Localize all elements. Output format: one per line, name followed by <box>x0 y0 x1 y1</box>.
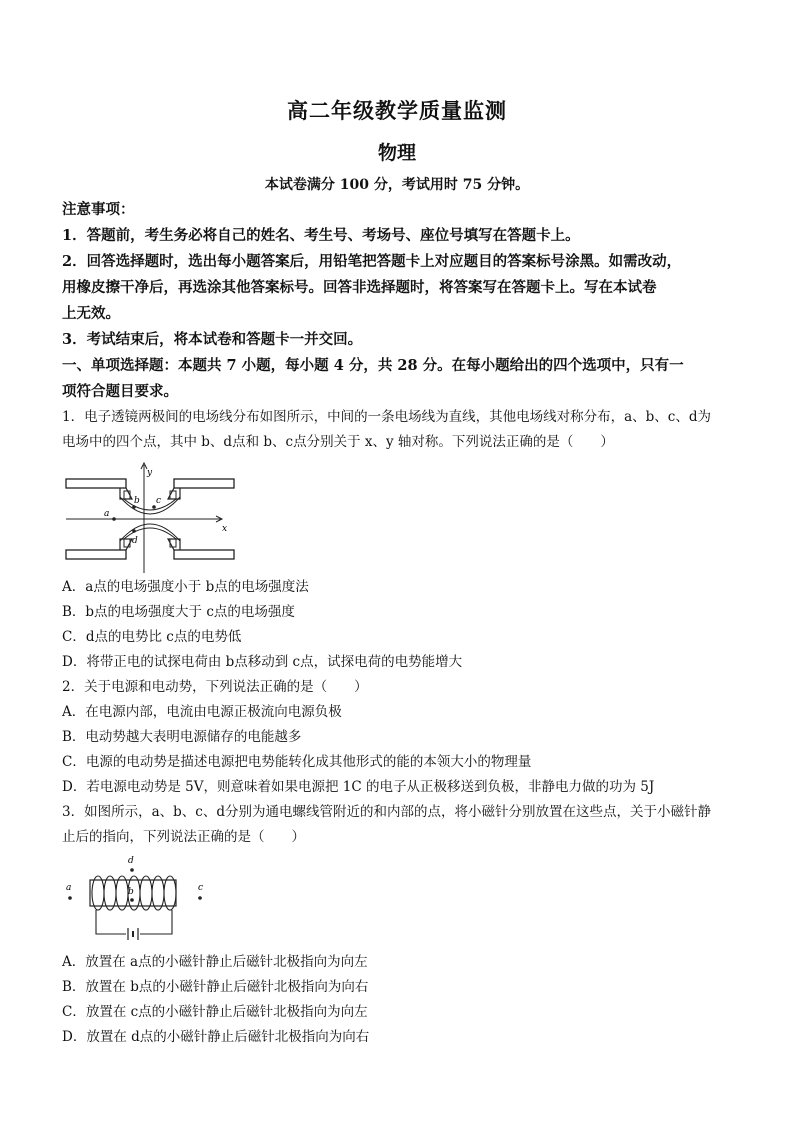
q1-option-a: A．a点的电场强度小于 b点的电场强度法 <box>62 579 309 595</box>
note-item: 2．回答选择题时，选出每小题答案后，用铅笔把答题卡上对应题目的答案标号涂黑。如需改动， <box>62 253 682 270</box>
q2-option-d: D．若电源电动势是 5V，则意味着如果电源把 1C 的电子从正极移送到负极，非静电力做的功为 5J <box>62 779 655 795</box>
point-b-label: b <box>134 496 140 506</box>
q3-option-d: D．放置在 d点的小磁针静止后磁针北极指向为向右 <box>62 1029 370 1045</box>
x-axis-label: x <box>222 524 228 534</box>
q3-option-c: C．放置在 c点的小磁针静止后磁针北极指向为向左 <box>62 1004 368 1020</box>
q2-option-b: B．电动势越大表明电源储存的电能越多 <box>62 729 302 745</box>
note-item: 用橡皮擦干净后，再选涂其他答案标号。回答非选择题时，将答案写在答题卡上。写在本试卷 <box>62 279 657 296</box>
solenoid-diagram <box>62 854 222 954</box>
electron-lens-diagram <box>62 459 242 579</box>
exam-title: 高二年级教学质量监测 <box>287 98 507 123</box>
subject-title: 物理 <box>377 142 416 164</box>
q1-option-d: D．将带正电的试探电荷由 b点移动到 c点，试探电荷的电势能增大 <box>62 654 463 670</box>
note-item: 3．考试结束后，将本试卷和答题卡一并交回。 <box>62 331 363 348</box>
notes-heading: 注意事项： <box>62 201 135 218</box>
exam-content <box>62 197 737 1050</box>
point-c-label: c <box>156 496 162 506</box>
q3-stem-cont: 止后的指向，下列说法正确的是（ ） <box>62 829 305 845</box>
note-item: 上无效。 <box>62 305 120 322</box>
q1-option-b: B．b点的电场强度大于 c点的电场强度 <box>62 604 295 620</box>
section-heading-cont: 项符合题目要求。 <box>62 383 178 400</box>
point-d-label: d <box>128 856 134 866</box>
q2-option-a: A．在电源内部，电流由电源正极流向电源负极 <box>62 704 342 720</box>
point-d-label: d <box>132 536 138 546</box>
section-heading: 一、单项选择题：本题共 7 小题，每小题 4 分，共 28 分。在每小题给出的四个选项中，只有一 <box>62 357 684 374</box>
note-item: 1．答题前，考生务必将自己的姓名、考生号、考场号、座位号填写在答题卡上。 <box>62 227 580 244</box>
q3-option-a: A．放置在 a点的小磁针静止后磁针北极指向为向左 <box>62 954 368 970</box>
q1-figure <box>62 455 737 575</box>
q1-stem: 1．电子透镜两极间的电场线分布如图所示，中间的一条电场线为直线，其他电场线对称分布，a、b、c、d为 <box>62 409 711 425</box>
q1-option-c: C．d点的电势比 c点的电势低 <box>62 629 242 645</box>
point-a-label: a <box>104 509 110 519</box>
q2-option-c: C．电源的电动势是描述电源把电势能转化成其他形式的能的本领大小的物理量 <box>62 754 532 770</box>
point-c-label: c <box>198 883 204 893</box>
point-b-label: b <box>128 887 134 897</box>
q3-option-b: B．放置在 b点的小磁针静止后磁针北极指向为向右 <box>62 979 369 995</box>
q1-stem-cont: 电场中的四个点，其中 b、d点和 b、c点分别关于 x、y 轴对称。下列说法正确的是（ ） <box>62 434 614 450</box>
y-axis-label: y <box>147 468 153 478</box>
exam-info: 本试卷满分 100 分，考试用时 75 分钟。 <box>264 177 530 193</box>
q2-stem: 2．关于电源和电动势，下列说法正确的是（ ） <box>62 679 368 695</box>
q3-figure <box>62 850 737 950</box>
q3-stem: 3．如图所示，a、b、c、d分别为通电螺线管附近的和内部的点，将小磁针分别放置在这些点，关于小磁针静 <box>62 804 711 820</box>
point-a-label: a <box>66 883 72 893</box>
